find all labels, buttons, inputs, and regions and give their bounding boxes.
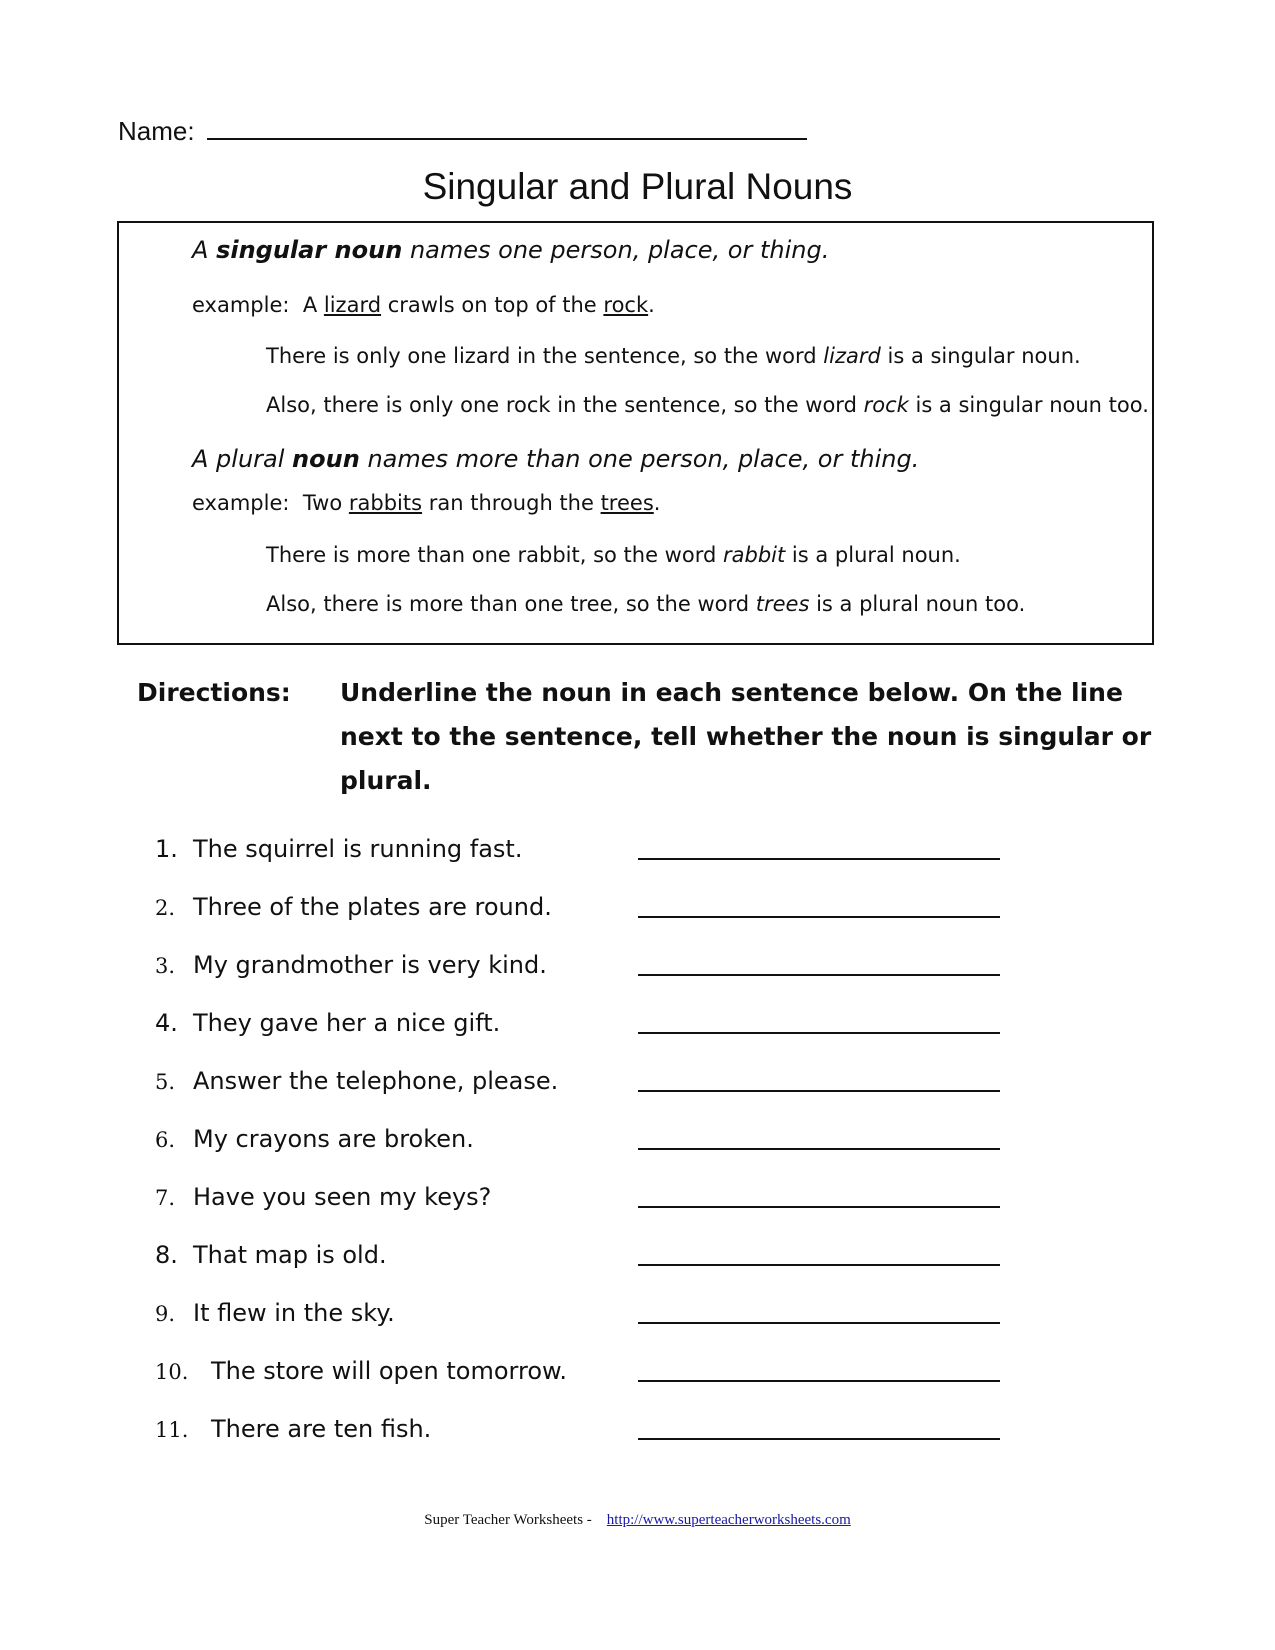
directions-label: Directions: — [137, 678, 291, 707]
question-number: 7. — [155, 1186, 176, 1210]
answer-line[interactable] — [638, 972, 1000, 976]
question-row — [155, 893, 552, 921]
answer-line[interactable] — [638, 1030, 1000, 1034]
question-text: It flew in the sky. — [193, 1299, 395, 1327]
answer-line[interactable] — [638, 1436, 1000, 1440]
question-number: 5. — [155, 1070, 176, 1094]
answer-line[interactable] — [638, 914, 1000, 918]
answer-line[interactable] — [638, 1262, 1000, 1266]
footer-link[interactable]: http://www.superteacherworksheets.com — [606, 1512, 851, 1528]
question-row — [155, 1125, 474, 1153]
answer-line[interactable] — [638, 1146, 1000, 1150]
question-row — [155, 1067, 558, 1095]
footer — [0, 1512, 1275, 1529]
plural-example: example: Two rabbits ran through the trees. — [192, 491, 661, 515]
question-row — [155, 1299, 395, 1327]
name-label: Name: — [118, 116, 195, 146]
question-text: The store will open tomorrow. — [211, 1357, 568, 1385]
definition-box — [117, 221, 1154, 645]
question-row — [155, 1009, 500, 1037]
question-number: 3. — [155, 954, 176, 978]
question-row — [155, 835, 522, 863]
plural-explanation-2: Also, there is more than one tree, so the word trees is a plural noun too. — [266, 592, 1026, 616]
question-number: 10. — [155, 1360, 189, 1384]
question-text: The squirrel is running fast. — [193, 835, 523, 863]
singular-term: singular noun — [216, 236, 403, 264]
question-text: There are ten fish. — [211, 1415, 432, 1443]
question-row — [155, 951, 547, 979]
question-number: 11. — [155, 1418, 189, 1442]
plural-explanation-1: There is more than one rabbit, so the word rabbit is a plural noun. — [266, 543, 961, 567]
page-title: Singular and Plural Nouns — [422, 166, 853, 207]
question-row — [155, 1241, 387, 1269]
question-text: My crayons are broken. — [193, 1125, 474, 1153]
plural-term: noun — [292, 445, 360, 473]
question-text: Answer the telephone, please. — [193, 1067, 559, 1095]
directions-text: Underline the noun in each sentence below. On the line next to the sentence, tell whether the noun is singular or plural. — [340, 678, 1152, 795]
singular-definition: A singular noun names one person, place, or thing. — [192, 236, 830, 264]
answer-line[interactable] — [638, 1088, 1000, 1092]
question-row — [155, 1183, 491, 1211]
plural-definition: A plural noun names more than one person, place, or thing. — [192, 445, 920, 473]
question-number: 8. — [155, 1241, 178, 1269]
name-input-line[interactable] — [207, 116, 807, 140]
question-text: They gave her a nice gift. — [193, 1009, 501, 1037]
question-number: 4. — [155, 1009, 178, 1037]
question-row — [155, 1357, 567, 1385]
answer-line[interactable] — [638, 1320, 1000, 1324]
question-row — [155, 1415, 431, 1443]
answer-line[interactable] — [638, 856, 1000, 860]
question-number: 1. — [155, 835, 178, 863]
question-text: My grandmother is very kind. — [193, 951, 547, 979]
question-text: Have you seen my keys? — [193, 1183, 492, 1211]
answer-line[interactable] — [638, 1204, 1000, 1208]
question-number: 6. — [155, 1128, 176, 1152]
question-text: That map is old. — [193, 1241, 387, 1269]
question-number: 9. — [155, 1302, 176, 1326]
footer-text: Super Teacher Worksheets - — [424, 1512, 592, 1528]
singular-explanation-2: Also, there is only one rock in the sentence, so the word rock is a singular noun too. — [266, 393, 1149, 417]
name-field — [118, 116, 807, 147]
singular-explanation-1: There is only one lizard in the sentence, so the word lizard is a singular noun. — [266, 344, 1081, 368]
answer-line[interactable] — [638, 1378, 1000, 1382]
singular-example: example: A lizard crawls on top of the rock. — [192, 293, 655, 317]
question-text: Three of the plates are round. — [193, 893, 552, 921]
question-number: 2. — [155, 896, 176, 920]
